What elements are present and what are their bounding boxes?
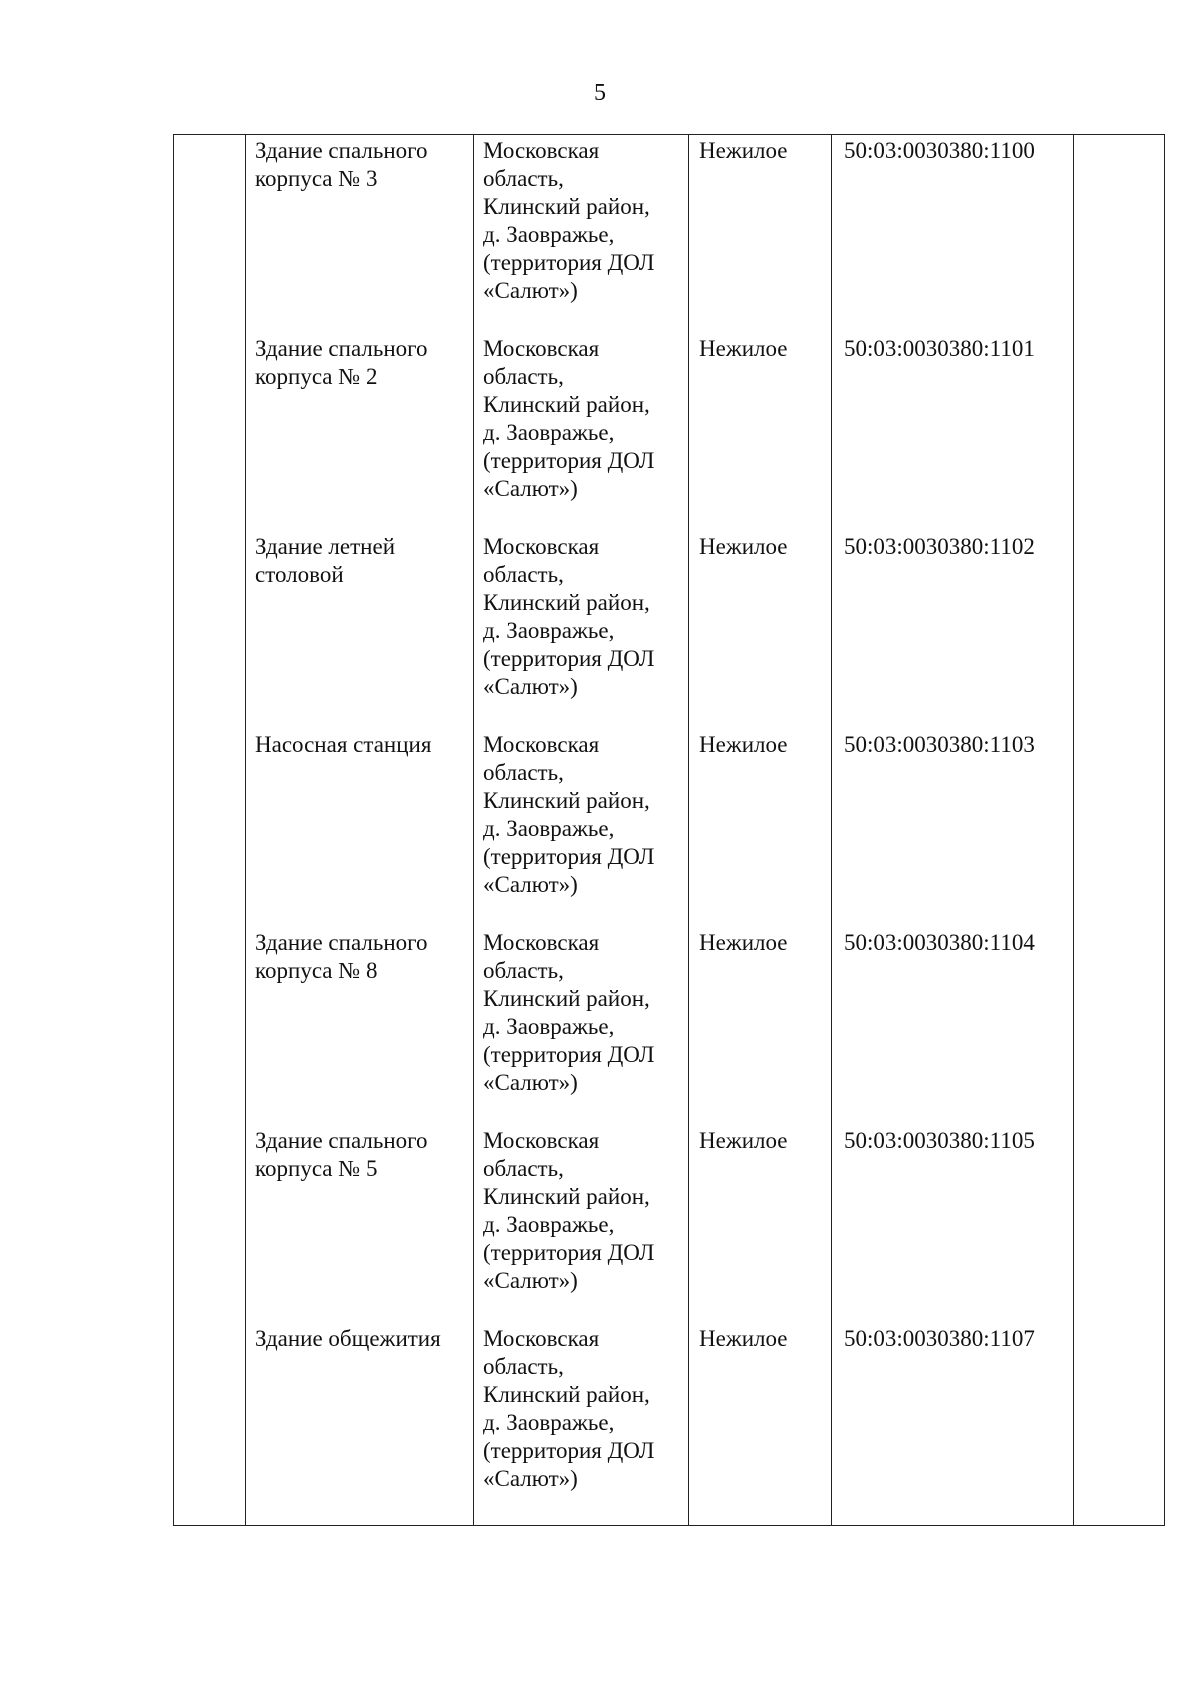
table-row [174, 333, 1165, 531]
property-type: Нежилое [699, 336, 788, 361]
address-line: д. Заовражье, [483, 222, 615, 247]
extra-cell [1074, 333, 1165, 531]
table-body [174, 135, 1165, 1526]
address-line: (территория ДОЛ [483, 844, 655, 869]
cadastral-number-cell [832, 1125, 1074, 1323]
row-number-cell [174, 333, 246, 531]
property-type: Нежилое [699, 138, 788, 163]
address-cell [474, 1323, 689, 1526]
address-line: Московская [483, 930, 600, 955]
page-number: 5 [594, 80, 606, 106]
cadastral-number-cell [832, 729, 1074, 927]
address-line: (территория ДОЛ [483, 1042, 655, 1067]
address-line: область, [483, 364, 564, 389]
object-name-cell [246, 531, 474, 729]
row-number-cell [174, 135, 246, 334]
table-row [174, 531, 1165, 729]
address-line: (территория ДОЛ [483, 448, 655, 473]
address-line: Клинский район, [483, 194, 650, 219]
extra-cell [1074, 1323, 1165, 1526]
address-cell [474, 135, 689, 334]
address-line: «Салют») [483, 1268, 578, 1293]
address-line: (территория ДОЛ [483, 250, 655, 275]
cadastral-number: 50:03:0030380:1105 [844, 1128, 1035, 1153]
property-type-cell [689, 1125, 832, 1323]
address-cell [474, 531, 689, 729]
extra-cell [1074, 135, 1165, 334]
address-line: д. Заовражье, [483, 816, 615, 841]
cadastral-number-cell [832, 1323, 1074, 1526]
object-name-line: корпуса № 3 [255, 166, 378, 191]
row-number-cell [174, 1323, 246, 1526]
extra-cell [1074, 531, 1165, 729]
address-line: д. Заовражье, [483, 420, 615, 445]
address-line: «Салют») [483, 1466, 578, 1491]
cadastral-number-cell [832, 333, 1074, 531]
row-number-cell [174, 927, 246, 1125]
address-line: «Салют») [483, 476, 578, 501]
table-row [174, 729, 1165, 927]
address-line: область, [483, 166, 564, 191]
object-name-line: корпуса № 8 [255, 958, 378, 983]
cadastral-number: 50:03:0030380:1107 [844, 1326, 1035, 1351]
address-cell [474, 1125, 689, 1323]
row-number-cell [174, 531, 246, 729]
object-name-line: Здание спального [255, 138, 428, 163]
address-line: (территория ДОЛ [483, 1438, 655, 1463]
address-line: Московская [483, 732, 600, 757]
cadastral-number-cell [832, 135, 1074, 334]
object-name-line: корпуса № 2 [255, 364, 378, 389]
cadastral-number: 50:03:0030380:1103 [844, 732, 1035, 757]
address-cell [474, 729, 689, 927]
address-line: Клинский район, [483, 1382, 650, 1407]
address-line: область, [483, 760, 564, 785]
extra-cell [1074, 927, 1165, 1125]
object-name-line: Насосная станция [255, 732, 432, 757]
object-name-cell [246, 1323, 474, 1526]
address-line: Клинский район, [483, 590, 650, 615]
address-line: Московская [483, 1128, 600, 1153]
object-name-line: Здание спального [255, 336, 428, 361]
cadastral-number-cell [832, 927, 1074, 1125]
cadastral-number: 50:03:0030380:1101 [844, 336, 1035, 361]
address-line: Московская [483, 138, 600, 163]
property-type-cell [689, 927, 832, 1125]
address-line: д. Заовражье, [483, 1212, 615, 1237]
property-table [173, 134, 1165, 1526]
property-type-cell [689, 135, 832, 334]
address-line: Клинский район, [483, 392, 650, 417]
address-line: область, [483, 1354, 564, 1379]
address-line: область, [483, 958, 564, 983]
property-type: Нежилое [699, 930, 788, 955]
object-name-cell [246, 927, 474, 1125]
extra-cell [1074, 1125, 1165, 1323]
object-name-cell [246, 1125, 474, 1323]
object-name-line: корпуса № 5 [255, 1156, 378, 1181]
address-line: д. Заовражье, [483, 618, 615, 643]
property-type-cell [689, 531, 832, 729]
object-name-cell [246, 729, 474, 927]
table-row [174, 927, 1165, 1125]
address-line: область, [483, 562, 564, 587]
address-line: Клинский район, [483, 1184, 650, 1209]
property-type-cell [689, 1323, 832, 1526]
row-number-cell [174, 729, 246, 927]
address-line: Московская [483, 336, 600, 361]
property-type: Нежилое [699, 1128, 788, 1153]
property-type-cell [689, 729, 832, 927]
property-type: Нежилое [699, 732, 788, 757]
table-row [174, 1125, 1165, 1323]
address-line: «Салют») [483, 674, 578, 699]
address-line: «Салют») [483, 1070, 578, 1095]
address-cell [474, 927, 689, 1125]
cadastral-number: 50:03:0030380:1100 [844, 138, 1035, 163]
address-line: (территория ДОЛ [483, 1240, 655, 1265]
cadastral-number: 50:03:0030380:1104 [844, 930, 1035, 955]
extra-cell [1074, 729, 1165, 927]
object-name-cell [246, 135, 474, 334]
address-line: Клинский район, [483, 788, 650, 813]
address-line: Московская [483, 1326, 600, 1351]
object-name-line: Здание общежития [255, 1326, 441, 1351]
address-line: д. Заовражье, [483, 1014, 615, 1039]
address-line: «Салют») [483, 278, 578, 303]
address-line: д. Заовражье, [483, 1410, 615, 1435]
object-name-line: Здание летней [255, 534, 395, 559]
address-line: «Салют») [483, 872, 578, 897]
table-row [174, 1323, 1165, 1526]
address-line: область, [483, 1156, 564, 1181]
object-name-cell [246, 333, 474, 531]
property-type: Нежилое [699, 534, 788, 559]
object-name-line: Здание спального [255, 1128, 428, 1153]
property-type: Нежилое [699, 1326, 788, 1351]
object-name-line: Здание спального [255, 930, 428, 955]
object-name-line: столовой [255, 562, 344, 587]
row-number-cell [174, 1125, 246, 1323]
table-row [174, 135, 1165, 334]
address-line: (территория ДОЛ [483, 646, 655, 671]
cadastral-number: 50:03:0030380:1102 [844, 534, 1035, 559]
address-line: Московская [483, 534, 600, 559]
address-line: Клинский район, [483, 986, 650, 1011]
address-cell [474, 333, 689, 531]
cadastral-number-cell [832, 531, 1074, 729]
property-type-cell [689, 333, 832, 531]
